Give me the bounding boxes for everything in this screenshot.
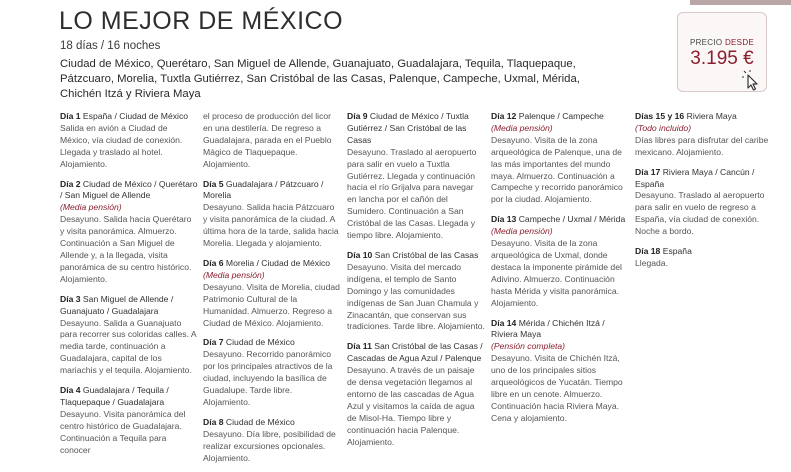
day-route: Ciudad de México / Tuxtla Gutiérrez / San Cristóbal de las Casas <box>347 111 469 145</box>
day-heading <box>347 341 485 365</box>
day-number: Día 2 <box>60 178 81 189</box>
cursor-click-icon <box>742 71 764 93</box>
day-description: Desayuno. Visita del mercado indígena, el templo de Santo Domingo y las comunidades indígenas de San Juan Chamula y Zinacantán, que conservan sus tradiciones. Tarde libre. Alojamiento. <box>347 261 485 332</box>
day-number: Día 3 <box>60 293 81 304</box>
meal-plan: (Media pensión) <box>60 202 122 213</box>
day-4-continuation: el proceso de producción del licor en una destilería. De regreso a Guadalajara, parada en el Pueblo Mágico de Tlaquepaque. Alojamiento. <box>203 111 332 169</box>
day-description: Desayuno. Recorrido panorámico por los principales atractivos de la ciudad, incluyendo la basílica de Guadalupe. Tarde libre. Alojamiento. <box>203 349 333 407</box>
itinerary-day <box>491 214 629 309</box>
day-number: Día 6 <box>203 257 224 268</box>
cities-list: Ciudad de México, Querétaro, San Miguel de Allende, Guanajuato, Guadalajara, Tequila, Tlaquepaque, Pátzcuaro, Morelia, Tuxtla Gutiérrez, San Cristóbal de las Casas, Palenque, Campeche, Uxmal, Mérida, Chichén Itzá y Riviera Maya <box>60 58 580 100</box>
day-number: Día 5 <box>203 178 224 189</box>
day-heading <box>203 337 341 349</box>
day-heading <box>491 214 629 226</box>
itinerary-day <box>60 385 198 456</box>
day-description: Llegada. <box>635 257 668 268</box>
price-box[interactable] <box>677 12 767 92</box>
day-number: Día 14 <box>491 317 517 328</box>
itinerary-day <box>60 294 198 377</box>
day-heading <box>60 179 198 203</box>
meal-plan: (Media pensión) <box>203 269 265 280</box>
itinerary-day <box>635 167 773 238</box>
itinerary-day <box>347 341 485 448</box>
trip-duration: 18 días / 16 noches <box>60 40 161 52</box>
day-description: Desayuno. A través de un paisaje de densa vegetación llegamos al entorno de las cascadas de Agua Azul y visitamos la caída de agua de Misol-Ha. Tiempo libre y continuación hacia Palenque. Alojamiento. <box>347 365 475 447</box>
itinerary-day <box>203 179 341 250</box>
day-route: Campeche / Uxmal / Mérida <box>516 214 626 225</box>
day-number: Día 10 <box>347 249 373 260</box>
day-description: Desayuno. Día libre, posibilidad de realizar excursiones opcionales. Alojamiento. <box>203 428 336 463</box>
day-heading <box>635 167 773 191</box>
day-number: Día 13 <box>491 214 517 225</box>
day-route: Guadalajara / Pátzcuaro / Morelia <box>203 178 324 201</box>
day-description: Desayuno. Visita de Morelia, ciudad Patrimonio Cultural de la Humanidad. Almuerzo. Regreso a Ciudad de México. Alojamiento. <box>203 281 340 328</box>
day-heading <box>60 385 198 409</box>
itinerary-day <box>635 246 773 270</box>
day-description: Desayuno. Salida hacia Pátzcuaro y visita panorámica de la ciudad. A última hora de la tarde, salida hacia Morelia. Llegada y alojamiento. <box>203 202 339 249</box>
itinerary-day <box>491 111 629 206</box>
day-number: Día 18 <box>635 246 661 257</box>
day-route: Ciudad de México <box>223 416 295 427</box>
day-heading <box>491 111 629 123</box>
day-number: Día 4 <box>60 385 81 396</box>
meal-plan: (Todo incluido) <box>635 122 692 133</box>
day-route: España / Ciudad de México <box>80 111 189 121</box>
itinerary-column-5 <box>635 111 773 278</box>
itinerary-day <box>203 417 341 465</box>
day-heading <box>203 258 341 270</box>
day-description: Desayuno. Visita de la zona arqueológica de Palenque, una de las más importantes del mundo maya. Almuerzo. Continuación a Campeche y recorrido panorámico por la ciudad. Alojamiento. <box>491 134 623 205</box>
day-heading <box>203 417 341 429</box>
day-heading <box>347 111 485 147</box>
day-description: Desayuno. Salida hacia Querétaro y visita panorámica. Almuerzo. Continuación a San Miguel de Allende y, a la llegada, visita panorámica de su centro histórico. Alojamiento. <box>60 214 192 284</box>
day-description: Desayuno. Traslado al aeropuerto para salir en vuelo a Tuxtla Gutiérrez. Llegada y continuación hacia el río Grijalva para navegar en lancha por el cañón del Sumidero. Continuación a San Cristóbal de las Casas. Llegada y tiempo libre. Alojamiento. <box>347 146 477 241</box>
itinerary-day <box>347 111 485 242</box>
day-number: Día 9 <box>347 111 368 121</box>
itinerary-day <box>203 337 341 408</box>
day-route: Ciudad de México <box>223 337 295 348</box>
day-route: Morelia / Ciudad de México <box>223 257 331 268</box>
day-number: Día 17 <box>635 166 661 177</box>
day-route: Palenque / Campeche <box>516 111 604 121</box>
day-number: Día 12 <box>491 111 517 121</box>
itinerary-column-4 <box>491 111 629 433</box>
day-heading <box>635 111 773 123</box>
day-heading <box>347 250 485 262</box>
day-number: Día 1 <box>60 111 81 121</box>
day-description: Días libres para disfrutar del caribe mexicano. Alojamiento. <box>635 134 769 157</box>
day-route: San Cristóbal de las Casas / Cascadas de Agua Azul / Palenque <box>347 341 483 364</box>
meal-plan: (Pensión completa) <box>491 341 566 352</box>
itinerary-column-2 <box>203 111 341 472</box>
day-route: Ciudad de México / Querétaro / San Miguel de Allende <box>60 178 198 201</box>
day-route: San Miguel de Allende / Guanajuato / Guadalajara <box>60 293 174 316</box>
day-description: Desayuno. Salida a Guanajuato para recorrer sus coloridas calles. A media tarde, continuación a Guadalajara, capital de los mariachis y el tequila. Alojamiento. <box>60 317 197 376</box>
itinerary-column-3 <box>347 111 485 456</box>
day-heading <box>60 111 198 123</box>
itinerary-day <box>60 111 198 171</box>
day-number: Día 7 <box>203 337 224 348</box>
day-route: Riviera Maya <box>684 111 737 121</box>
day-route: Mérida / Chichén Itzá / Riviera Maya <box>491 317 605 340</box>
day-description: Desayuno. Visita panorámica del centro histórico de Guadalajara. Continuación a Tequila para conocer <box>60 408 186 455</box>
day-number: Día 8 <box>203 416 224 427</box>
itinerary-column-1 <box>60 111 198 464</box>
itinerary-day <box>347 250 485 333</box>
meal-plan: (Media pensión) <box>491 122 553 133</box>
day-route: Riviera Maya / Cancún / España <box>635 166 755 189</box>
day-number: Días 15 y 16 <box>635 111 685 121</box>
day-route: San Cristóbal de las Casas <box>372 249 479 260</box>
price-from-text: DESDE <box>724 38 755 47</box>
day-heading <box>203 179 341 203</box>
day-route: Guadalajara / Tequila / Tlaquepaque / Guadalajara <box>60 385 169 407</box>
meal-plan: (Media pensión) <box>491 226 553 237</box>
day-heading <box>635 246 773 258</box>
itinerary-day <box>491 318 629 425</box>
day-route: España <box>660 246 692 257</box>
day-description: Desayuno. Traslado al aeropuerto para salir en vuelo de regreso a España, vía ciudad de conexión. Noche a bordo. <box>635 190 765 237</box>
day-description: Desayuno. Visita de Chichén Itzá, uno de los principales sitios arqueológicos de Yucatán. Tiempo libre en un cenote. Almuerzo. Continuación hacia Riviera Maya. Cena y alojamiento. <box>491 353 623 423</box>
page-title: LO MEJOR DE MÉXICO <box>59 7 344 35</box>
day-heading <box>60 294 198 318</box>
day-description: Desayuno. Visita de la zona arqueológica de Uxmal, donde destaca la imponente pirámide del Adivino. Almuerzo. Continuación hasta Mérida y visita panorámica. Alojamiento. <box>491 238 622 308</box>
itinerary-day <box>203 258 341 329</box>
day-heading <box>491 318 629 342</box>
itinerary-day <box>635 111 773 159</box>
day-description: Salida en avión a Ciudad de México, vía ciudad de conexión. Llegada y traslado al hotel. Alojamiento. <box>60 122 183 169</box>
day-number: Día 11 <box>347 341 372 352</box>
price-label-text: PRECIO <box>689 38 723 47</box>
top-decorative-band <box>690 0 791 5</box>
price-label <box>678 38 766 47</box>
itinerary-day <box>60 179 198 286</box>
price-value: 3.195 € <box>690 48 754 69</box>
